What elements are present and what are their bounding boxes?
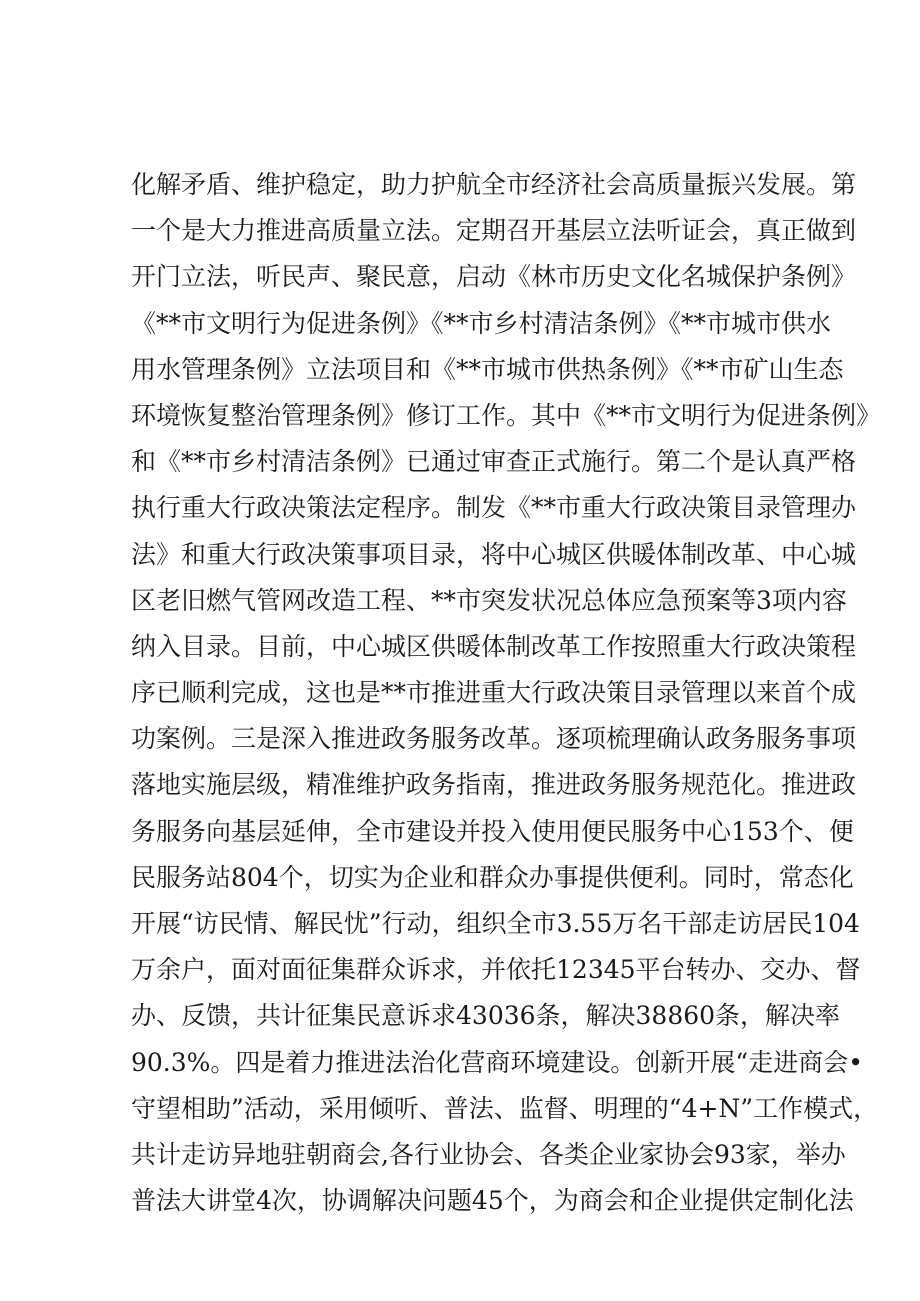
text-line-4: 《**市文明行为促进条例》《**市乡村清洁条例》《**市城市供水 [131, 308, 832, 338]
text-line-20: 90.3%。四是着力推进法治化营商环境建设。创新开展“走进商会• [131, 1047, 863, 1077]
text-line-2: 一个是大力推进高质量立法。定期召开基层立法听证会，真正做到 [131, 216, 857, 246]
text-line-23: 普法大讲堂4次，协调解决问题45个，为商会和企业提供定制化法 [131, 1186, 854, 1216]
text-line-14: 落地实施层级，精准维护政务指南，推进政务服务规范化。推进政 [131, 770, 857, 800]
text-line-19: 办、反馈，共计征集民意诉求43036条，解决38860条，解决率 [131, 1001, 841, 1031]
body-paragraph [131, 162, 882, 1224]
text-line-6: 环境恢复整治管理条例》修订工作。其中《**市文明行为促进条例》 [131, 400, 882, 430]
text-line-15: 务服务向基层延伸，全市建设并投入使用便民服务中心153个、便 [131, 816, 854, 846]
text-line-12: 序已顺利完成，这也是**市推进重大行政决策目录管理以来首个成 [131, 678, 857, 708]
text-line-8: 执行重大行政决策法定程序。制发《**市重大行政决策目录管理办 [131, 493, 857, 523]
text-line-13: 功案例。三是深入推进政务服务改革。逐项梳理确认政务服务事项 [131, 724, 857, 754]
text-line-10: 区老旧燃气管网改造工程、**市突发状况总体应急预案等3项内容 [131, 585, 847, 615]
text-line-9: 法》和重大行政决策事项目录，将中心城区供暖体制改革、中心城 [131, 539, 857, 569]
text-line-7: 和《**市乡村清洁条例》已通过审查正式施行。第二个是认真严格 [131, 447, 857, 477]
text-line-18: 万余户，面对面征集群众诉求，并依托12345平台转办、交办、督 [131, 955, 861, 985]
text-line-3: 开门立法，听民声、聚民意，启动《林市历史文化名城保护条例》 [131, 262, 857, 292]
text-line-21: 守望相助”活动，采用倾听、普法、监督、明理的“4+N”工作模式， [131, 1093, 879, 1123]
text-line-5: 用水管理条例》立法项目和《**市城市供热条例》《**市矿山生态 [131, 354, 844, 384]
text-line-22: 共计走访异地驻朝商会,各行业协会、各类企业家协会93家，举办 [131, 1139, 846, 1169]
text-line-17: 开展“访民情、解民忧”行动，组织全市3.55万名干部走访居民104 [131, 909, 860, 938]
text-line-1: 化解矛盾、维护稳定，助力护航全市经济社会高质量振兴发展。第 [131, 170, 857, 199]
text-line-16: 民服务站804个，切实为企业和群众办事提供便利。同时，常态化 [131, 862, 854, 892]
text-line-11: 纳入目录。目前，中心城区供暖体制改革工作按照重大行政决策程 [131, 631, 857, 661]
